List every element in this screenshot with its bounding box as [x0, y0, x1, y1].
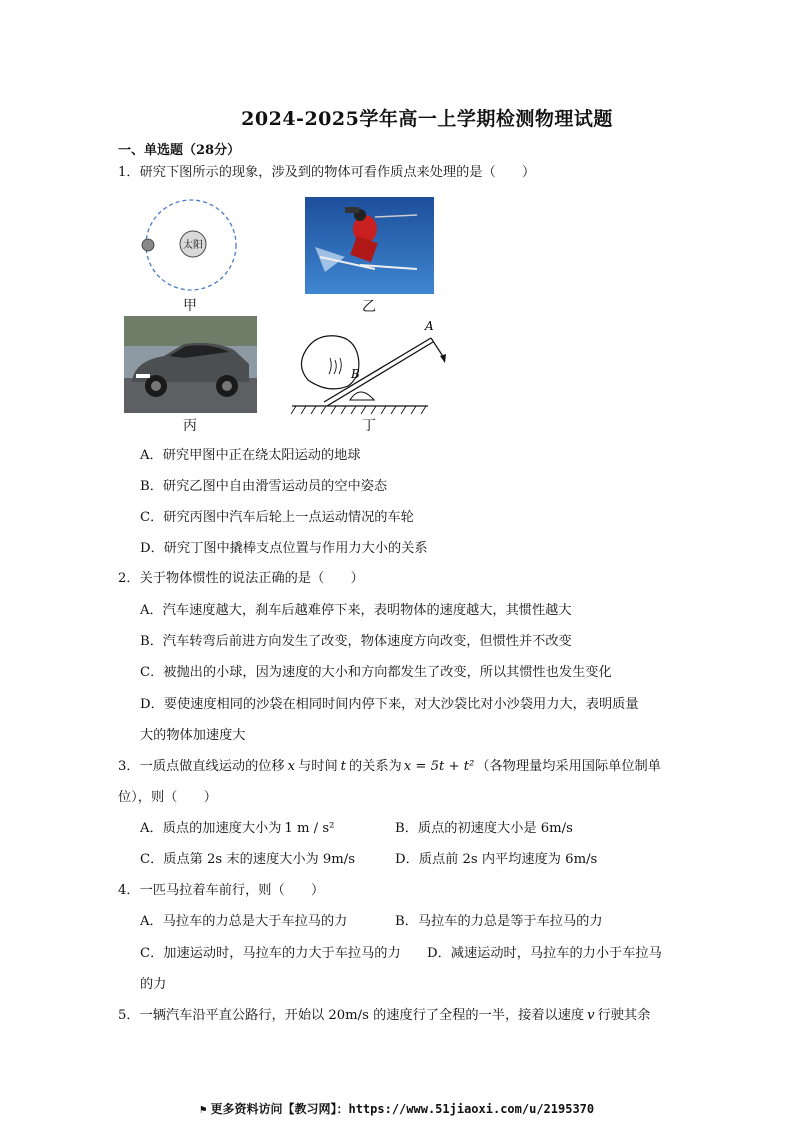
- q3-option-a-value: 1 m / s²: [284, 821, 335, 836]
- figure-car-photo: [124, 316, 257, 413]
- figure-skier-photo: [305, 197, 434, 294]
- q1-option-c: C．研究丙图中汽车后轮上一点运动情况的车轮: [140, 510, 414, 525]
- figure-lever: [288, 318, 448, 418]
- force-arrow: [431, 338, 444, 358]
- page-title: 2024-2025学年高一上学期检测物理试题: [241, 108, 613, 130]
- q2-option-d-cont: 大的物体加速度大: [140, 728, 246, 743]
- q3-option-c: C．质点第 2s 末的速度大小为 9m/s: [140, 852, 355, 867]
- section-heading: 一、单选题（28分）: [118, 143, 241, 158]
- sun-label: 太阳: [183, 240, 203, 251]
- q1-option-a: A．研究甲图中正在绕太阳运动的地球: [140, 448, 361, 463]
- q3-option-b: B．质点的初速度大小是 6m/s: [395, 821, 573, 836]
- q3-stem-d: （各物理量均采用国际单位制单: [476, 759, 661, 774]
- q4-stem: 4．一匹马拉着车前行，则（ ）: [118, 883, 325, 898]
- q1-option-b: B．研究乙图中自由滑雪运动员的空中姿态: [140, 479, 388, 494]
- q3-stem-line2: 位），则（ ）: [118, 790, 217, 805]
- q2-option-b: B．汽车转弯后前进方向发生了改变，物体速度方向改变，但惯性并不改变: [140, 634, 572, 649]
- q5-stem: [118, 1006, 650, 1026]
- footer-text[interactable]: 更多资料访问【教习网】：https://www.51jiaoxi.com/u/2195370: [210, 1102, 595, 1116]
- figure-orbit: [138, 196, 242, 300]
- q3-stem-a: 3．一质点做直线运动的位移: [118, 759, 285, 774]
- label-b: B: [351, 367, 360, 381]
- q1-stem: 1．研究下图所示的现象，涉及到的物体可看作质点来处理的是（ ）: [118, 165, 536, 180]
- q4-option-d: D．减速运动时，马拉车的力小于车拉马: [427, 946, 662, 961]
- q3-stem-b: 与时间: [298, 759, 338, 774]
- q3-stem-c: 的关系为: [348, 759, 402, 774]
- q1-option-d: D．研究丁图中撬棒支点位置与作用力大小的关系: [140, 541, 428, 556]
- q5-stem-a: 5．一辆汽车沿平直公路行，开始以 20m/s 的速度行了全程的一半，接着以速度: [118, 1008, 585, 1023]
- footer-link[interactable]: [0, 1100, 794, 1117]
- q3-var-t: t: [340, 759, 346, 774]
- q2-option-a: A．汽车速度越大，刹车后越难停下来，表明物体的速度越大，其惯性越大: [140, 603, 572, 618]
- caption-bing: 丙: [183, 418, 197, 434]
- q2-stem: 2．关于物体惯性的说法正确的是（ ）: [118, 571, 364, 586]
- q5-var-v: v: [587, 1008, 595, 1023]
- earth-icon: [142, 239, 154, 251]
- q3-formula: x = 5t + t²: [403, 759, 475, 774]
- flag-icon: ⚑: [199, 1103, 207, 1116]
- q5-stem-b: 行驶其余: [597, 1008, 651, 1023]
- q4-option-b: B．马拉车的力总是等于车拉马的力: [395, 914, 603, 929]
- q3-var-x: x: [287, 759, 296, 774]
- fulcrum-icon: [350, 392, 374, 400]
- caption-jia: 甲: [183, 298, 197, 314]
- label-a: A: [425, 319, 434, 333]
- q3-option-a-text: A．质点的加速度大小为: [140, 821, 282, 836]
- q2-option-c: C．被抛出的小球，因为速度的大小和方向都发生了改变，所以其惯性也发生变化: [140, 665, 612, 680]
- q4-option-a: A．马拉车的力总是大于车拉马的力: [140, 914, 348, 929]
- q4-option-c: C．加速运动时，马拉车的力大于车拉马的力: [140, 946, 401, 961]
- q3-option-d: D．质点前 2s 内平均速度为 6m/s: [395, 852, 598, 867]
- caption-yi: 乙: [362, 299, 376, 315]
- caption-ding: 丁: [362, 418, 376, 434]
- q2-option-d: D．要使速度相同的沙袋在相同时间内停下来，对大沙袋比对小沙袋用力大，表明质量: [140, 697, 639, 712]
- q3-option-a: [140, 819, 334, 839]
- q3-stem: [118, 757, 661, 777]
- q4-option-d-cont: 的力: [140, 977, 167, 992]
